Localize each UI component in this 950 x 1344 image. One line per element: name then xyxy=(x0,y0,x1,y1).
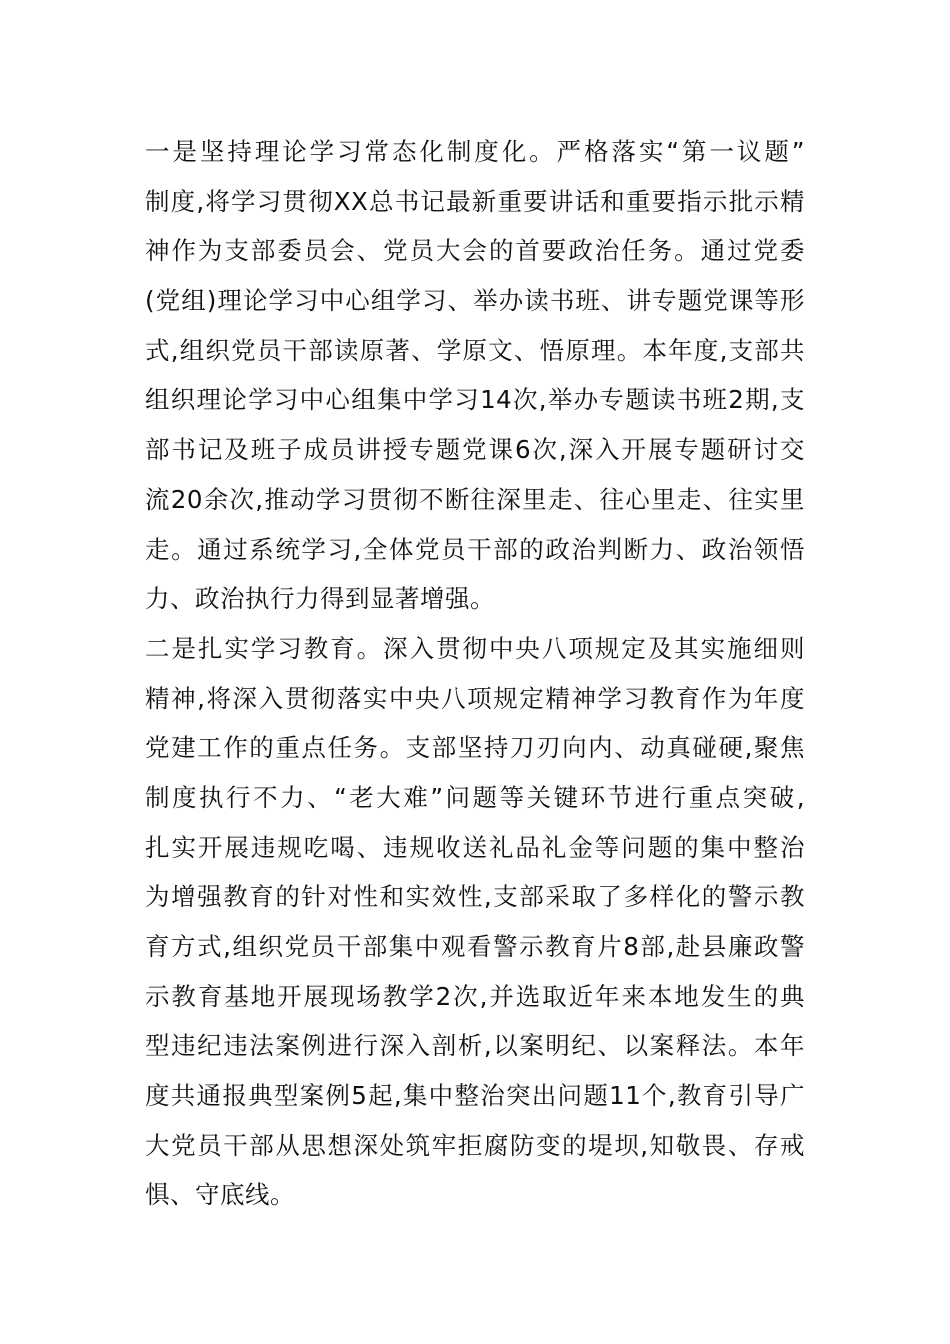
paragraph xyxy=(145,624,805,1220)
paragraph xyxy=(145,127,805,624)
text-line: 制度,将学习贯彻XX总书记最新重要讲话和重要指示批示精 xyxy=(145,186,805,216)
text-line: 型违纪违法案例进行深入剖析,以案明纪、以案释法。本年 xyxy=(145,1031,805,1061)
text-line: 式,组织党员干部读原著、学原文、悟原理。本年度,支部共 xyxy=(145,335,805,365)
text-line: 度共通报典型案例5起,集中整治突出问题11个,教育引导广 xyxy=(145,1081,805,1111)
document-body xyxy=(145,127,805,1220)
text-line: 二是扎实学习教育。深入贯彻中央八项规定及其实施细则 xyxy=(145,633,805,663)
text-line: 制度执行不力、“老大难”问题等关键环节进行重点突破, xyxy=(145,782,805,812)
text-line: 部书记及班子成员讲授专题党课6次,深入开展专题研讨交 xyxy=(145,435,805,465)
text-line: 育方式,组织党员干部集中观看警示教育片8部,赴县廉政警 xyxy=(145,932,805,961)
text-line: 为增强教育的针对性和实效性,支部采取了多样化的警示教 xyxy=(145,882,805,912)
text-line: 大党员干部从思想深处筑牢拒腐防变的堤坝,知敬畏、存戒 xyxy=(145,1130,805,1160)
text-line: 扎实开展违规吃喝、违规收送礼品礼金等问题的集中整治 xyxy=(145,832,805,862)
text-line: 示教育基地开展现场教学2次,并选取近年来本地发生的典 xyxy=(145,981,805,1011)
text-line: 一是坚持理论学习常态化制度化。严格落实“第一议题” xyxy=(145,137,805,166)
text-line: 精神,将深入贯彻落实中央八项规定精神学习教育作为年度 xyxy=(145,683,805,713)
text-line: 党建工作的重点任务。支部坚持刀刃向内、动真碰硬,聚焦 xyxy=(145,733,805,763)
text-line: 走。通过系统学习,全体党员干部的政治判断力、政治领悟 xyxy=(145,534,805,564)
text-line: 力、政治执行力得到显著增强。 xyxy=(145,584,495,614)
text-line: 流20余次,推动学习贯彻不断往深里走、往心里走、往实里 xyxy=(145,484,805,514)
text-line: (党组)理论学习中心组学习、举办读书班、讲专题党课等形 xyxy=(145,286,805,316)
text-line: 神作为支部委员会、党员大会的首要政治任务。通过党委 xyxy=(145,236,805,266)
text-line: 惧、守底线。 xyxy=(145,1180,295,1210)
text-line: 组织理论学习中心组集中学习14次,举办专题读书班2期,支 xyxy=(145,385,805,415)
